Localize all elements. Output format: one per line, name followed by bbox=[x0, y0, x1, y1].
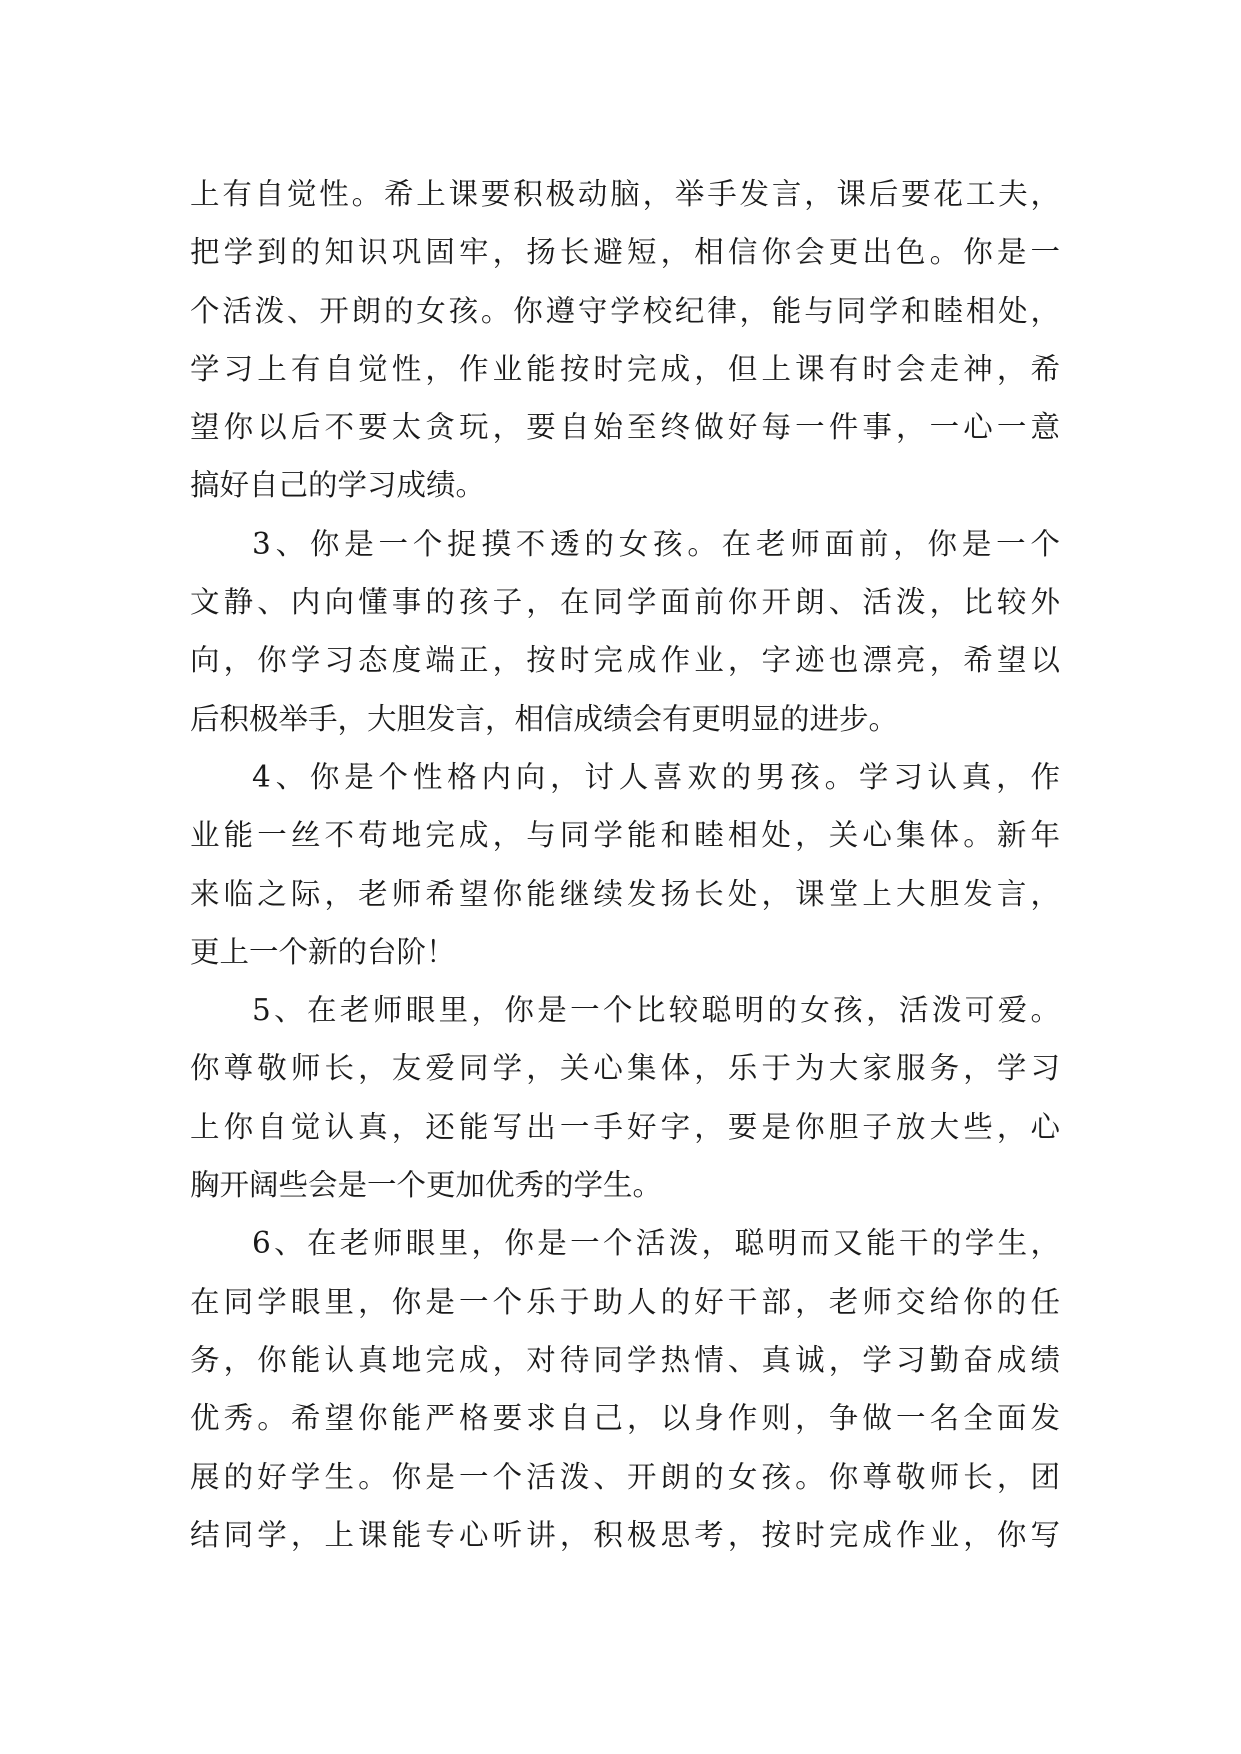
text-line: 个活泼、开朗的女孩。你遵守学校纪律，能与同学和睦相处， bbox=[190, 293, 1060, 328]
text-line: 在同学眼里，你是一个乐于助人的好干部，老师交给你的任 bbox=[190, 1284, 1060, 1319]
text-line: 4、你是个性格内向，讨人喜欢的男孩。学习认真，作 bbox=[252, 759, 1060, 794]
text-line: 你尊敬师长，友爱同学，关心集体，乐于为大家服务，学习 bbox=[190, 1051, 1060, 1086]
text-line: 3、你是一个捉摸不透的女孩。在老师面前，你是一个 bbox=[252, 526, 1060, 561]
text-line: 向，你学习态度端正，按时完成作业，字迹也漂亮，希望以 bbox=[190, 643, 1060, 678]
text-line: 来临之际，老师希望你能继续发扬长处，课堂上大胆发言， bbox=[190, 876, 1060, 911]
text-line: 更上一个新的台阶！ bbox=[190, 934, 456, 969]
text-line: 文静、内向懂事的孩子，在同学面前你开朗、活泼，比较外 bbox=[190, 585, 1060, 620]
text-line: 5、在老师眼里，你是一个比较聪明的女孩，活泼可爱。 bbox=[252, 993, 1060, 1028]
text-line: 搞好自己的学习成绩。 bbox=[190, 468, 486, 503]
text-line: 上有自觉性。希上课要积极动脑，举手发言，课后要花工夫， bbox=[190, 177, 1060, 211]
text-line: 结同学，上课能专心听讲，积极思考，按时完成作业，你写 bbox=[190, 1517, 1060, 1552]
text-line: 展的好学生。你是一个活泼、开朗的女孩。你尊敬师长，团 bbox=[190, 1459, 1060, 1494]
text-line: 业能一丝不苟地完成，与同学能和睦相处，关心集体。新年 bbox=[190, 818, 1060, 853]
text-line: 6、在老师眼里，你是一个活泼，聪明而又能干的学生， bbox=[252, 1226, 1060, 1261]
text-line: 务，你能认真地完成，对待同学热情、真诚，学习勤奋成绩 bbox=[190, 1342, 1060, 1377]
text-line: 优秀。希望你能严格要求自己，以身作则，争做一名全面发 bbox=[190, 1401, 1060, 1436]
document-body bbox=[190, 165, 1060, 1564]
text-line: 后积极举手，大胆发言，相信成绩会有更明显的进步。 bbox=[190, 701, 899, 736]
text-line: 把学到的知识巩固牢，扬长避短，相信你会更出色。你是一 bbox=[190, 235, 1060, 270]
text-line: 上你自觉认真，还能写出一手好字，要是你胆子放大些，心 bbox=[190, 1109, 1060, 1144]
text-line: 学习上有自觉性，作业能按时完成，但上课有时会走神，希 bbox=[190, 351, 1060, 386]
text-line: 望你以后不要太贪玩，要自始至终做好每一件事，一心一意 bbox=[190, 410, 1060, 445]
text-line: 胸开阔些会是一个更加优秀的学生。 bbox=[190, 1168, 663, 1203]
